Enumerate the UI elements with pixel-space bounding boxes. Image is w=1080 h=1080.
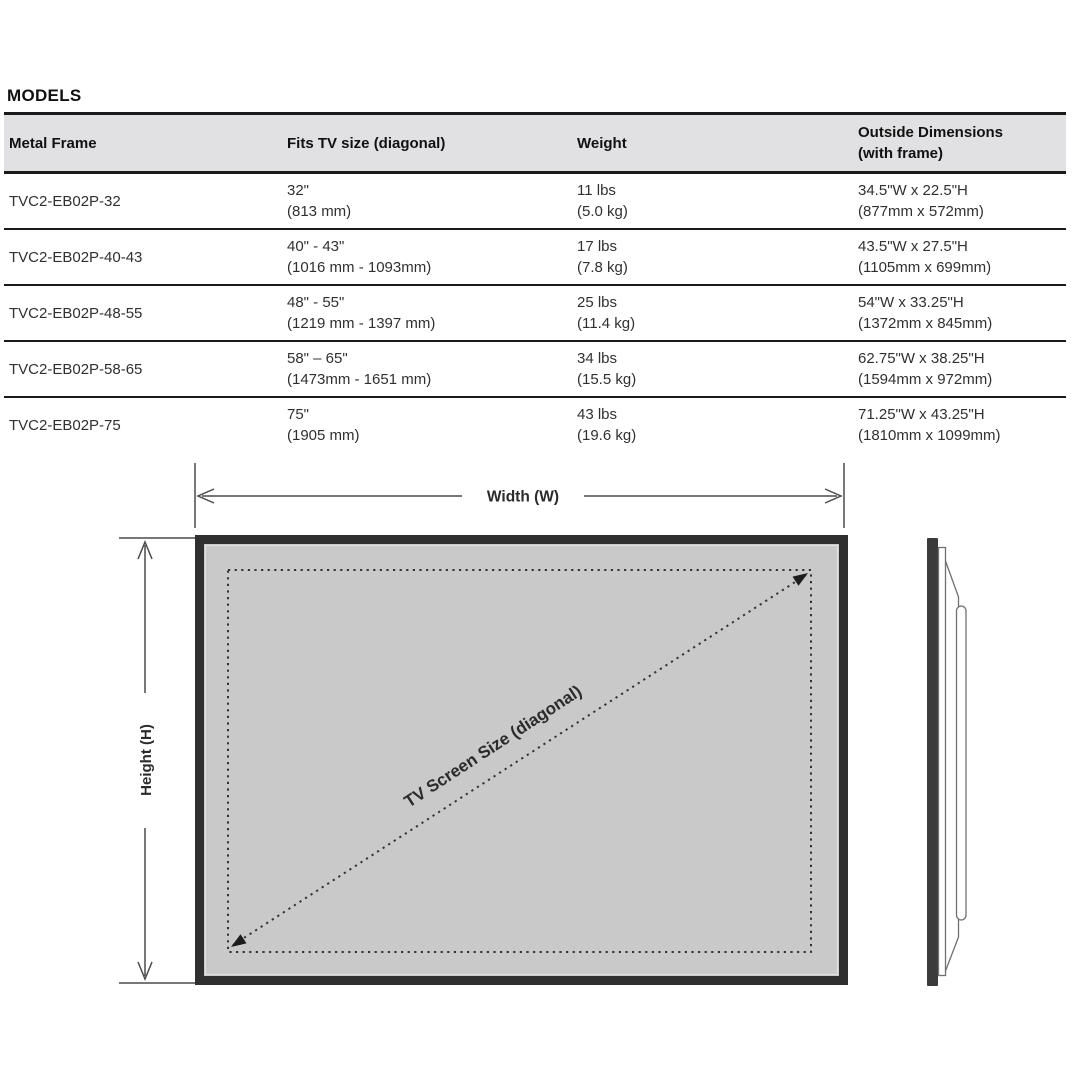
model-name: TVC2-EB02P-48-55: [9, 304, 143, 322]
side-view-frame-bar: [927, 538, 938, 986]
model-cell: [4, 342, 287, 396]
size-cell: 40" - 43" (1016 mm - 1093mm): [287, 238, 432, 276]
dimensions-cell: 43.5"W x 27.5"H (1105mm x 699mm): [858, 238, 992, 276]
side-view-inner-bar: [939, 548, 946, 976]
model-name: TVC2-EB02P-40-43: [9, 248, 143, 266]
column-header-label: Weight: [577, 134, 627, 152]
column-header-outside-dimensions: [858, 115, 1066, 171]
table-header-row: [4, 115, 1066, 174]
column-header-label: (with frame): [858, 145, 944, 162]
frame-outer-border: [200, 540, 844, 981]
model-cell: [4, 398, 287, 452]
table-row: [4, 286, 1066, 342]
height-label: Height (H): [138, 724, 155, 796]
diagonal-label: TV Screen Size (diagonal): [400, 681, 586, 812]
model-cell: [4, 230, 287, 284]
column-header-label: Metal Frame: [9, 134, 97, 152]
table-row: [4, 398, 1066, 452]
dimension-diagram: [0, 450, 1080, 1030]
width-label: Width (W): [486, 488, 560, 506]
model-cell: [4, 174, 287, 228]
column-header-fits-tv-size: [287, 115, 577, 171]
column-header-label: Outside Dimensions: [858, 124, 1004, 141]
width-dimension-arrow: [195, 463, 844, 528]
size-cell: 75" (1905 mm): [287, 406, 360, 444]
dimensions-cell: 62.75"W x 38.25"H (1594mm x 972mm): [858, 350, 993, 388]
size-cell: 32" (813 mm): [287, 182, 352, 220]
weight-cell: 25 lbs (11.4 kg): [577, 294, 636, 332]
table-row: [4, 174, 1066, 230]
size-cell: 48" - 55" (1219 mm - 1397 mm): [287, 294, 436, 332]
column-header-metal-frame: [4, 115, 287, 171]
tv-frame-front-view: [200, 540, 844, 981]
column-header-weight: [577, 115, 858, 171]
tv-frame-side-view: [927, 538, 966, 986]
model-cell: [4, 286, 287, 340]
weight-cell: 43 lbs (19.6 kg): [577, 406, 637, 444]
model-name: TVC2-EB02P-58-65: [9, 360, 143, 378]
model-name: TVC2-EB02P-32: [9, 192, 121, 210]
table-row: [4, 230, 1066, 286]
table-row: [4, 342, 1066, 398]
models-table: [4, 112, 1066, 452]
dimensions-cell: 54"W x 33.25"H (1372mm x 845mm): [858, 294, 993, 332]
column-header-label: Fits TV size (diagonal): [287, 134, 446, 152]
size-cell: 58" – 65" (1473mm - 1651 mm): [287, 350, 432, 388]
model-name: TVC2-EB02P-75: [9, 416, 121, 434]
side-view-tv-back: [957, 606, 967, 920]
page-title: MODELS: [7, 86, 82, 105]
dimensions-cell: 71.25"W x 43.25"H (1810mm x 1099mm): [858, 406, 1001, 444]
weight-cell: 17 lbs (7.8 kg): [577, 238, 628, 276]
dimensions-cell: 34.5"W x 22.5"H (877mm x 572mm): [858, 182, 984, 220]
weight-cell: 11 lbs (5.0 kg): [577, 182, 628, 220]
weight-cell: 34 lbs (15.5 kg): [577, 350, 637, 388]
